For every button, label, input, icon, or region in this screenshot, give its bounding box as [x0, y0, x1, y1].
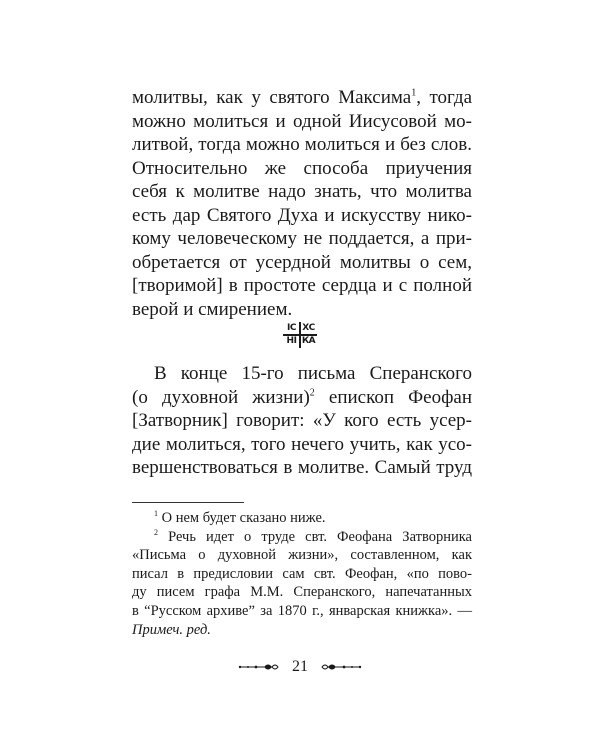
page-footer: [0, 658, 600, 678]
ornament-letters-top-right: ХС: [302, 323, 315, 333]
footnote-mark-1: 1: [154, 509, 158, 519]
text-line: [132, 386, 472, 410]
footnote-1-text: О нем будет сказано ниже.: [158, 510, 326, 526]
text-line-tail: епископ Феофан: [314, 386, 472, 408]
footnote-ref-2: 2: [309, 387, 315, 399]
text-line: есть дар Святого Духа и искусству нико-: [132, 204, 472, 226]
text-line: кому человеческому не поддается, а при-: [132, 228, 472, 249]
text-line: [Затворник] говорит: «У кого есть усер-: [132, 410, 472, 431]
text-line: верой и смирением.: [132, 298, 293, 320]
text-line-content: молитвы, как у святого Максима: [132, 87, 412, 108]
paragraph-1: [132, 86, 472, 321]
paragraph-2: [132, 362, 472, 480]
text-line: Относительно же способа приучения: [132, 157, 472, 179]
editor-note: Примеч. ред.: [132, 621, 211, 638]
text-line: вершенствоваться в молитве. Самый труд: [132, 457, 472, 478]
ornament-letters-top-left: ІС: [287, 323, 296, 333]
ornament-letters-bottom-left: НІ: [286, 336, 297, 346]
footnote-separator: [132, 502, 244, 503]
text-line-tail: , тогда: [416, 87, 472, 108]
footnote-line: ду писем графа М.М. Сперанского, напечатанных: [132, 584, 472, 601]
text-line: литвой, тогда можно молиться и без слов.: [132, 134, 472, 155]
page-number: 21: [292, 658, 308, 676]
text-line: себя к молитве надо знать, что молитва: [132, 181, 472, 202]
text-line: дие молиться, того нечего учить, как усо-: [132, 433, 472, 455]
text-line: можно молиться и одной Иисусовой мо-: [132, 110, 472, 132]
footnote-line: в “Русском архиве” за 1870 г., январская книжка». —: [132, 602, 472, 619]
footnote-2-text: Речь идет о труде свт. Феофана Затворника: [158, 528, 472, 545]
footnotes: [132, 509, 472, 639]
icxc-nika-ornament: [283, 322, 317, 348]
footnote-ref-1: 1: [411, 87, 417, 99]
text-line: [творимой] в простоте сердца и с полной: [132, 275, 472, 296]
footnote-line: писал в предисловии сам свт. Феофан, «по пово-: [132, 565, 472, 582]
text-line: [132, 86, 472, 110]
footnote-2: [132, 528, 472, 547]
text-line-content: (о духовной жизни): [132, 386, 310, 408]
cross-vertical-bar: [299, 322, 301, 348]
footnote-mark-2: 2: [154, 527, 158, 537]
footnote-1: [132, 509, 472, 528]
ornament-letters-bottom-right: КА: [301, 336, 316, 346]
text-line: В конце 15-го письма Сперанского: [154, 363, 472, 384]
right-ornament-icon: [320, 661, 362, 673]
footnote-line: «Письма о духовной жизни», составленном, как: [132, 547, 472, 564]
text-line: обретается от усердной молитвы о сем,: [132, 251, 472, 273]
left-ornament-icon: [238, 661, 280, 673]
